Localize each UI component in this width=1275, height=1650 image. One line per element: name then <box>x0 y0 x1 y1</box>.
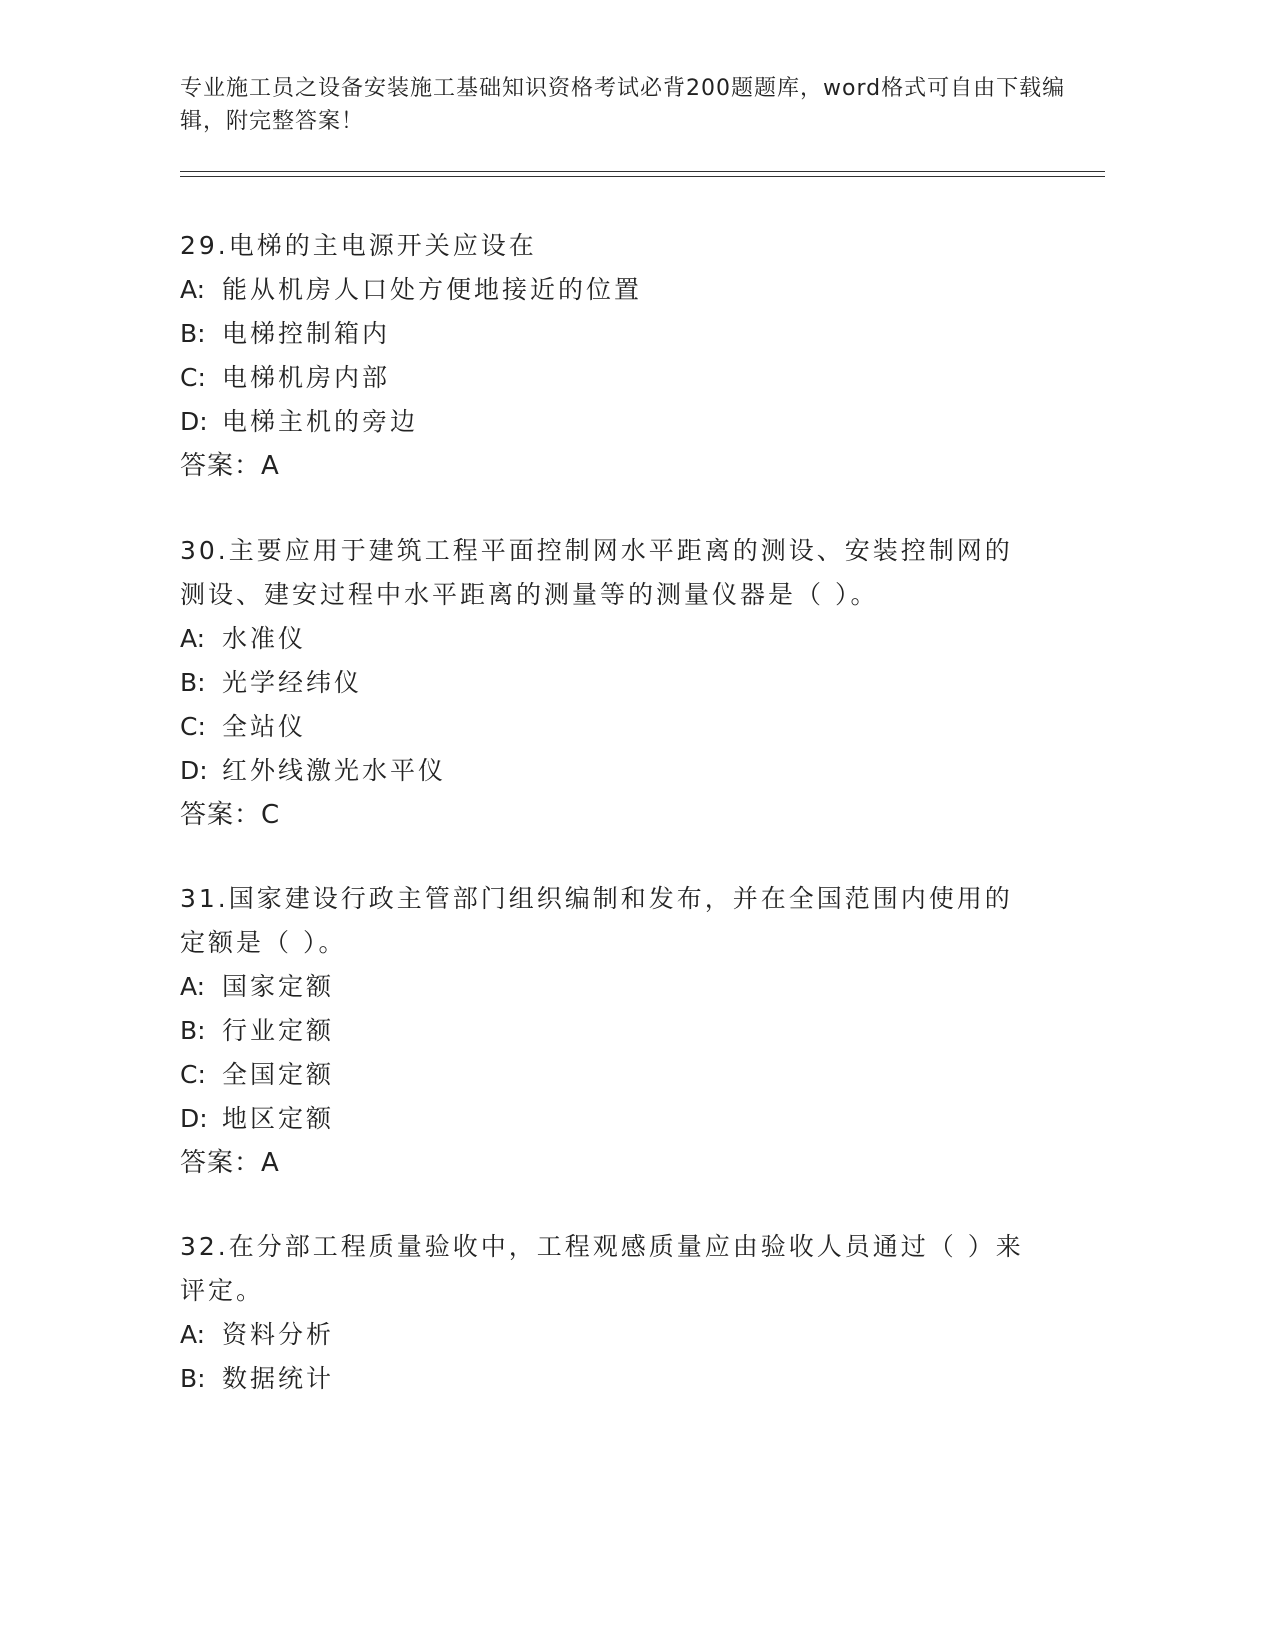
option-a <box>180 617 1040 661</box>
option-text: 行业定额 <box>222 1016 335 1045</box>
header-divider-top <box>180 171 1105 172</box>
option-text: 全站仪 <box>222 712 307 741</box>
option-letter: C: <box>180 363 206 392</box>
option-text: 数据统计 <box>222 1364 335 1393</box>
question-stem: 32.在分部工程质量验收中，工程观感质量应由验收人员通过（ ）来评定。 <box>180 1232 1024 1305</box>
option-text: 资料分析 <box>222 1320 335 1349</box>
option-letter: D: <box>180 407 208 436</box>
answer-line: 答案：A <box>180 1148 280 1178</box>
option-text: 能从机房人口处方便地接近的位置 <box>222 275 643 304</box>
option-b <box>180 1357 1040 1401</box>
answer-line: 答案：A <box>180 451 280 481</box>
option-letter: A: <box>180 1320 206 1349</box>
answer-line: 答案：C <box>180 800 281 830</box>
option-b <box>180 1009 1040 1053</box>
option-letter: A: <box>180 275 206 304</box>
header-divider-bottom <box>180 176 1105 177</box>
option-letter: D: <box>180 1104 208 1133</box>
option-letter: D: <box>180 756 208 785</box>
question-32 <box>180 1225 1040 1401</box>
document-header-title: 专业施工员之设备安装施工基础知识资格考试必背200题题库，word格式可自由下载编辑，附完整答案！ <box>180 76 1066 134</box>
question-29 <box>180 224 1040 488</box>
option-d <box>180 400 1040 444</box>
question-30 <box>180 529 1040 837</box>
option-d <box>180 1097 1040 1141</box>
option-b <box>180 312 1040 356</box>
option-a <box>180 965 1040 1009</box>
option-c <box>180 1053 1040 1097</box>
option-d <box>180 749 1040 793</box>
option-c <box>180 705 1040 749</box>
option-text: 国家定额 <box>222 972 335 1001</box>
option-text: 水准仪 <box>222 624 307 653</box>
option-a <box>180 268 1040 312</box>
option-letter: B: <box>180 1364 206 1393</box>
option-text: 电梯主机的旁边 <box>222 407 419 436</box>
option-a <box>180 1313 1040 1357</box>
option-c <box>180 356 1040 400</box>
question-stem: 31.国家建设行政主管部门组织编制和发布，并在全国范围内使用的定额是（ ）。 <box>180 884 1013 957</box>
option-b <box>180 661 1040 705</box>
option-letter: A: <box>180 972 206 1001</box>
option-text: 地区定额 <box>222 1104 335 1133</box>
option-text: 电梯机房内部 <box>222 363 391 392</box>
option-letter: C: <box>180 1060 206 1089</box>
option-letter: B: <box>180 1016 206 1045</box>
question-31 <box>180 877 1040 1185</box>
option-text: 红外线激光水平仪 <box>222 756 447 785</box>
question-stem: 29.电梯的主电源开关应设在 <box>180 231 537 260</box>
option-letter: A: <box>180 624 206 653</box>
option-text: 光学经纬仪 <box>222 668 363 697</box>
option-text: 电梯控制箱内 <box>222 319 391 348</box>
question-stem: 30.主要应用于建筑工程平面控制网水平距离的测设、安装控制网的测设、建安过程中水平距离的测量等的测量仪器是（ ）。 <box>180 536 1013 609</box>
option-letter: B: <box>180 668 206 697</box>
option-letter: C: <box>180 712 206 741</box>
option-text: 全国定额 <box>222 1060 335 1089</box>
option-letter: B: <box>180 319 206 348</box>
